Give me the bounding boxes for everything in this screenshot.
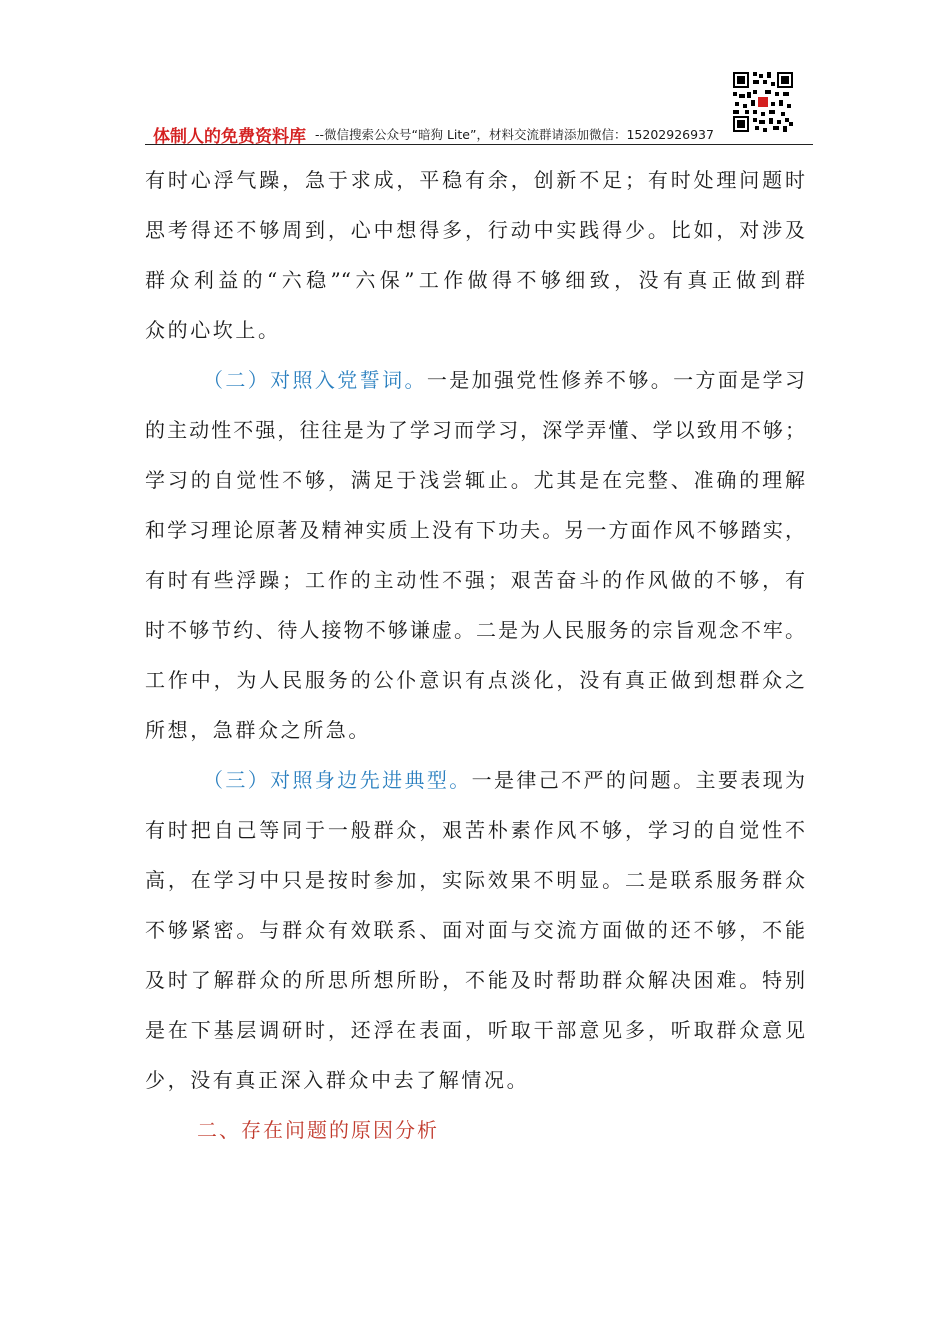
text-line: 是在下基层调研时，还浮在表面，听取干部意见多，听取群众意见 — [145, 1018, 805, 1042]
qr-code-icon — [733, 72, 793, 132]
header-divider — [145, 144, 813, 145]
text-line: 所想，急群众之所急。 — [145, 718, 371, 742]
subheading: （二）对照入党誓词。 — [203, 368, 427, 392]
text-line: 时不够节约、待人接物不够谦虚。二是为人民服务的宗旨观念不牢。 — [145, 618, 805, 642]
text-line: 群众利益的“六稳”“六保”工作做得不够细致，没有真正做到群 — [145, 268, 805, 292]
text-line: 高，在学习中只是按时参加，实际效果不明显。二是联系服务群众 — [145, 868, 805, 892]
text-line: 不够紧密。与群众有效联系、面对面与交流方面做的还不够，不能 — [145, 918, 805, 942]
text-line: 少，没有真正深入群众中去了解情况。 — [145, 1068, 530, 1092]
section-heading: 二、存在问题的原因分析 — [197, 1118, 439, 1142]
text-line: 有时有些浮躁；工作的主动性不强；艰苦奋斗的作风做的不够，有 — [145, 568, 805, 592]
text-line: 学习的自觉性不够，满足于浅尝辄止。尤其是在完整、准确的理解 — [145, 468, 805, 492]
paragraph-first-line — [145, 755, 805, 805]
header-brand: 体制人的免费资料库 — [153, 127, 306, 147]
text-line: 有时心浮气躁，急于求成，平稳有余，创新不足；有时处理问题时 — [145, 168, 805, 192]
page-header — [145, 70, 813, 146]
paragraph-first-line — [145, 355, 805, 405]
text-line: 和学习理论原著及精神实质上没有下功夫。另一方面作风不够踏实， — [145, 518, 805, 542]
document-body — [145, 155, 805, 1155]
subheading: （三）对照身边先进典型。 — [203, 768, 472, 792]
text-run: 一是加强党性修养不够。一方面是学习 — [426, 368, 806, 392]
text-line: 及时了解群众的所思所想所盼，不能及时帮助群众解决困难。特别 — [145, 968, 805, 992]
text-line: 有时把自己等同于一般群众，艰苦朴素作风不够，学习的自觉性不 — [145, 818, 805, 842]
text-line: 众的心坎上。 — [145, 318, 281, 342]
header-note: --微信搜索公众号“暗狗 Lite”，材料交流群请添加微信：15202926937 — [315, 127, 714, 142]
text-line: 工作中，为人民服务的公仆意识有点淡化，没有真正做到想群众之 — [145, 668, 805, 692]
text-line: 的主动性不强，往往是为了学习而学习，深学弄懂、学以致用不够； — [145, 418, 805, 442]
text-run: 一是律己不严的问题。主要表现为 — [471, 768, 806, 792]
text-line: 思考得还不够周到，心中想得多，行动中实践得少。比如，对涉及 — [145, 218, 805, 242]
